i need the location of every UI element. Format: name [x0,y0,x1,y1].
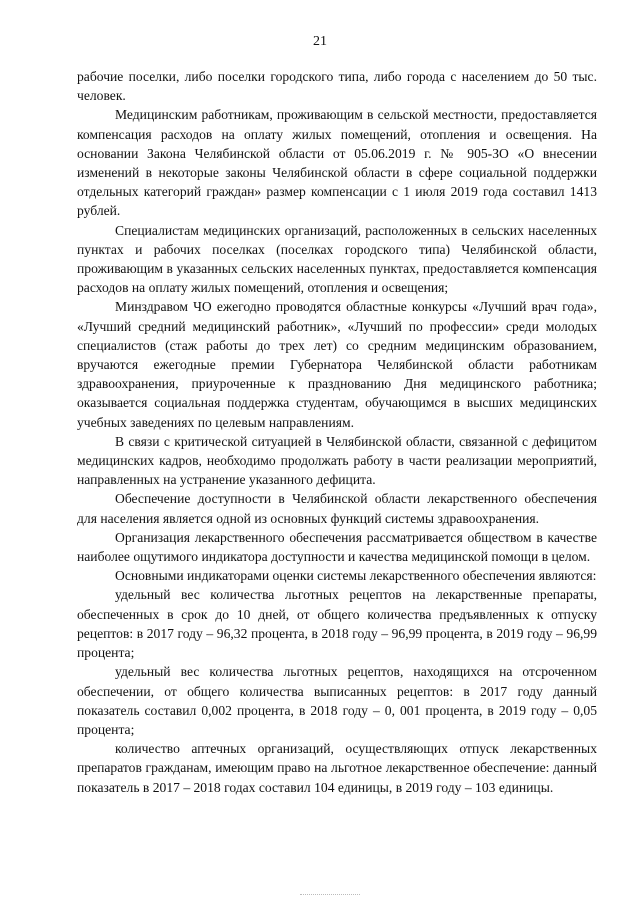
paragraph: рабочие поселки, либо поселки городского типа, либо города с населением до 50 тыс. человек. [77,69,597,104]
page-number: 21 [313,34,327,49]
paragraph: В связи с критической ситуацией в Челябинской области, связанной с дефицитом медицинских кадров, необходимо продолжать работу в части реализации мероприятий, направленных на устранение указанного дефицита. [77,433,597,488]
paragraph: Медицинским работникам, проживающим в сельской местности, предоставляется компенсация расходов на оплату жилых помещений, отопления и освещения. На основании Закона Челябинской области от 05.06.2019 г. № 905-ЗО «О внесении изменений в некоторые законы Челябинской области в сфере социальной поддержки отдельных категорий граждан» размер компенсации с 1 июля 2019 года составил 1413 рублей. [77,107,597,219]
paragraph: Минздравом ЧО ежегодно проводятся областные конкурсы «Лучший врач года», «Лучший средний медицинский работник», «Лучший по профессии» среди молодых специалистов (стаж работы до трех лет) со средним медицинским образованием, вручаются ежегодные премии Губернатора Челябинской области работникам здравоохранения, приуроченные к празднованию Дня медицинского работника; оказывается социальная поддержка студентам, обучающимся в высших медицинских учебных заведениях по целевым направлениям. [77,299,597,430]
document-body [77,67,597,797]
list-item: удельный вес количества льготных рецептов, находящихся на отсроченном обеспечении, от общего количества выписанных рецептов: в 2017 году данный показатель составил 0,002 процента, в 2018 году – 0, 001 процента, в 2019 году – 0,05 процента; [77,664,597,737]
paragraph: Обеспечение доступности в Челябинской области лекарственного обеспечения для населения является одной из основных функций системы здравоохранения. [77,491,597,526]
paragraph: Организация лекарственного обеспечения рассматривается обществом в качестве наиболее ощутимого индикатора доступности и качества медицинской помощи в целом. [77,529,597,565]
paragraph: Основными индикаторами оценки системы лекарственного обеспечения являются: [115,568,597,584]
list-item: количество аптечных организаций, осуществляющих отпуск лекарственных препаратов гражданам, имеющим право на льготное лекарственное обеспечение: данный показатель в 2017 – 2018 годах составил 104 единицы, в 2019 году – 103 единицы. [77,741,597,795]
scan-artifact [300,894,360,896]
list-item: удельный вес количества льготных рецептов на лекарственные препараты, обеспеченных в срок до 10 дней, от общего количества предъявленных к отпуску рецептов: в 2017 году – 96,32 процента, в 2018 году – 96,99 процента, в 2019 году – 96,99 процента; [77,587,597,661]
paragraph: Специалистам медицинских организаций, расположенных в сельских населенных пунктах и рабочих поселках (поселках городского типа) Челябинской области, проживающим в указанных сельских населенных пунктах, предоставляется компенсация расходов на оплату жилых помещений, отопления и освещения; [77,222,597,296]
